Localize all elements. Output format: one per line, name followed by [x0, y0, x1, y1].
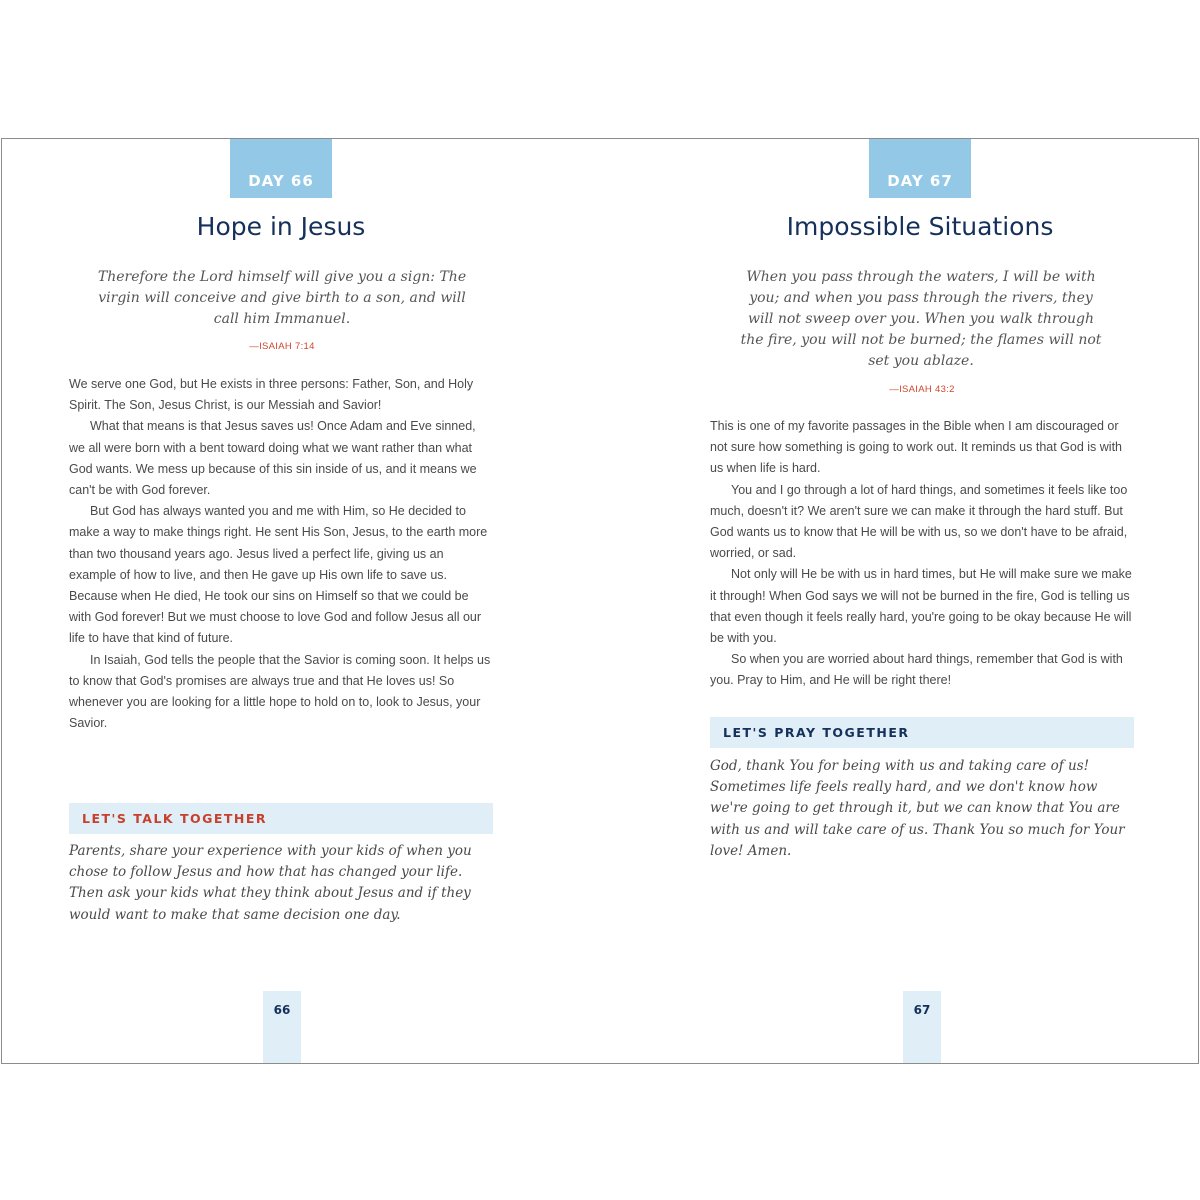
page-number: 66: [263, 991, 301, 1063]
paragraph: This is one of my favorite passages in the Bible when I am discouraged or not sure how something is going to work out. It reminds us that God is with us when life is hard.: [710, 419, 1123, 476]
verse-line: virgin will conceive and give birth to a son, and will: [98, 290, 466, 306]
paragraph: What that means is that Jesus saves us! Once Adam and Eve sinned, we all were born with a bent toward doing what we want rather than what God wants. We mess up because of this sin inside of us, and it means we can't be with God forever.: [69, 419, 477, 498]
verse-line: call him Immanuel.: [213, 311, 351, 327]
paragraph: In Isaiah, God tells the people that the Savior is coming soon. It helps us to know that God's promises are always true and that He loves us! So whenever you are looking for a little hope to hold on to, look to Jesus, your Savior.: [69, 652, 491, 731]
page-title: Impossible Situations: [786, 212, 1054, 241]
page-number: 67: [903, 991, 941, 1063]
verse-reference: —ISAIAH 7:14: [249, 341, 315, 352]
scripture-verse: [732, 267, 1110, 372]
paragraph: We serve one God, but He exists in three persons: Father, Son, and Holy Spirit. The Son, Jesus Christ, is our Messiah and Savior!: [69, 377, 474, 413]
page-title: Hope in Jesus: [196, 212, 366, 241]
devotional-body: [710, 416, 1134, 692]
verse-line: When you pass through the waters, I will be with: [746, 269, 1096, 285]
paragraph: You and I go through a lot of hard things, and sometimes it feels like too much, doesn't it? We aren't sure we can make it through the hard stuff. But God wants us to know that He will be with us, so we don't have to be afraid, worried, or sad.: [710, 482, 1128, 561]
verse-line: the fire, you will not be burned; the flames will not: [740, 332, 1102, 348]
paragraph: But God has always wanted you and me with Him, so He decided to make a way to make things right. He sent His Son, Jesus, to the earth more than two thousand years ago. Jesus lived a perfect life, giving us an example of how to live, and then He gave up His own life to save us. Because when He died, He took our sins on Himself so that we could be with God forever! But we must choose to love God and follow Jesus all our life to have that kind of future.: [69, 504, 488, 646]
book-spread: [1, 138, 1199, 1064]
verse-line: set you ablaze.: [868, 353, 974, 369]
left-page: [2, 139, 600, 1063]
paragraph: Not only will He be with us in hard times, but He will make sure we make it through! When God says we will not be burned in the fire, God is telling us that even though it feels really hard, you're going to be okay because He will be with you.: [710, 567, 1132, 646]
section-text: God, thank You for being with us and taking care of us! Sometimes life feels really hard, and we don't know how we're going to get through it, but we can know that You are with us and will take care of us. Thank You so much for Your love! Amen.: [710, 758, 1125, 859]
verse-line: will not sweep over you. When you walk through: [747, 311, 1095, 327]
section-heading: LET'S TALK TOGETHER: [69, 803, 493, 834]
section-heading: LET'S PRAY TOGETHER: [710, 717, 1134, 748]
day-tab: DAY 66: [230, 139, 332, 198]
verse-reference: —ISAIAH 43:2: [889, 384, 955, 395]
devotional-body: [69, 374, 493, 734]
verse-line: Therefore the Lord himself will give you a sign: The: [97, 269, 467, 285]
right-page: [600, 139, 1198, 1063]
section-text: Parents, share your experience with your kids of when you chose to follow Jesus and how that has changed your life. Then ask your kids what they think about Jesus and if they would want to make that same decision one day.: [69, 843, 472, 923]
verse-line: you; and when you pass through the rivers, they: [749, 290, 1093, 306]
day-tab: DAY 67: [869, 139, 971, 198]
scripture-verse: [88, 267, 476, 330]
paragraph: So when you are worried about hard things, remember that God is with you. Pray to Him, and He will be right there!: [710, 652, 1123, 688]
